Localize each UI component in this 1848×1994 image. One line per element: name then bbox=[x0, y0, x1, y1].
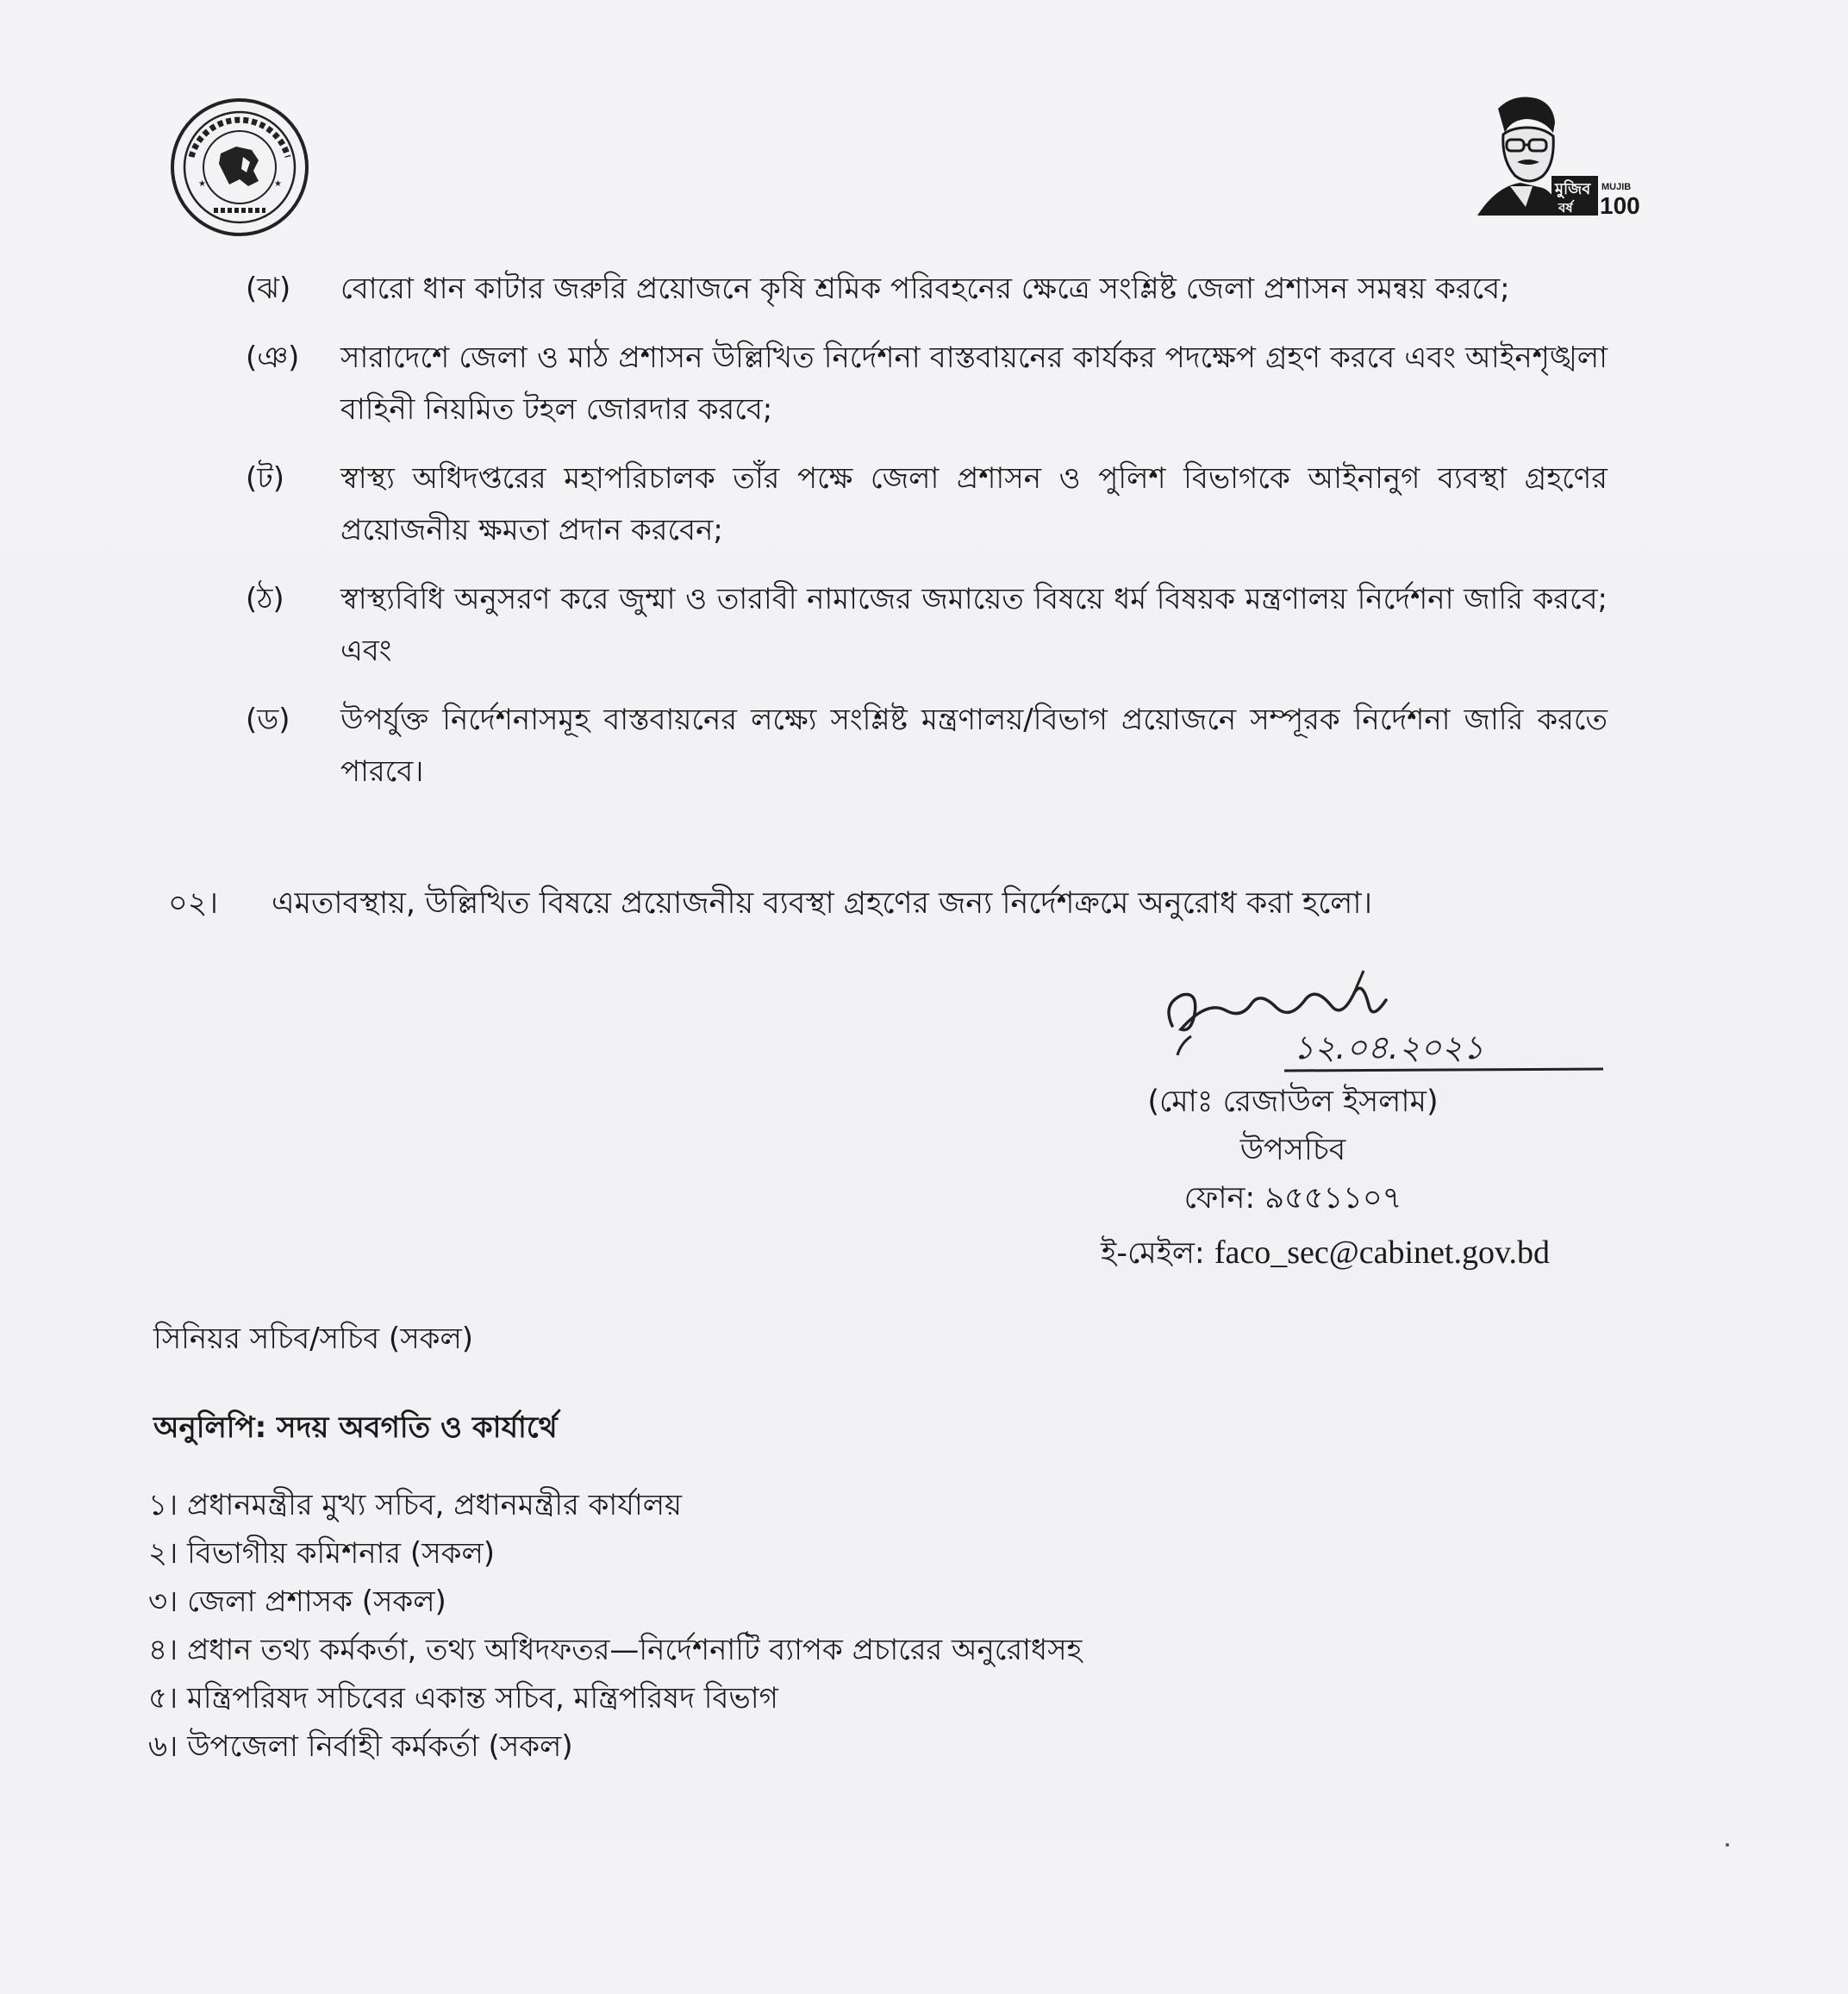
clause-text: বোরো ধান কাটার জরুরি প্রয়োজনে কৃষি শ্রমিক পরিবহনের ক্ষেত্রে সংশ্লিষ্ট জেলা প্রশাসন সমন্বয় করবে; bbox=[340, 272, 1510, 306]
scan-speck bbox=[1726, 1843, 1729, 1847]
mujib-100-logo bbox=[1472, 93, 1653, 222]
copy-list-item: ১। প্রধানমন্ত্রীর মুখ্য সচিব, প্রধানমন্ত্রীর কার্যালয় bbox=[148, 1488, 683, 1522]
copy-heading: অনুলিপি: সদয় অবগতি ও কার্যার্থে bbox=[153, 1410, 558, 1445]
clause-text: স্বাস্থ্য অধিদপ্তরের মহাপরিচালক তাঁর পক্ষে জেলা প্রশাসন ও পুলিশ বিভাগকে আইনানুগ ব্যবস্থা গ্রহণের প্রয়োজনীয় ক্ষমতা প্রদান করবেন; bbox=[340, 461, 1608, 547]
request-paragraph bbox=[168, 878, 1633, 929]
email-address-link[interactable]: faco_sec@cabinet.gov.bd bbox=[1214, 1235, 1550, 1271]
clause-item bbox=[246, 332, 1608, 435]
clause-text: উপর্যুক্ত নির্দেশনাসমূহ বাস্তবায়নের লক্ষ্যে সংশ্লিষ্ট মন্ত্রণালয়/বিভাগ প্রয়োজনে সম্পূরক নির্দেশনা জারি করতে পারবে। bbox=[340, 703, 1608, 789]
clause-item bbox=[246, 694, 1608, 797]
clause-item bbox=[246, 263, 1608, 315]
paragraph-text: এমতাবস্থায়, উল্লিখিত বিষয়ে প্রয়োজনীয় ব্যবস্থা গ্রহণের জন্য নির্দেশক্রমে অনুরোধ করা হলো। bbox=[272, 886, 1373, 921]
government-seal-logo bbox=[169, 97, 310, 238]
clause-text: স্বাস্থ্যবিধি অনুসরণ করে জুম্মা ও তারাবী নামাজের জমায়েত বিষয়ে ধর্ম বিষয়ক মন্ত্রণালয় নির্দেশনা জারি করবে; এবং bbox=[340, 582, 1608, 668]
signature-block bbox=[991, 1078, 1595, 1222]
clause-marker: (ঠ) bbox=[246, 582, 284, 616]
email-label: ই-মেইল: bbox=[1101, 1236, 1205, 1271]
signatory-name: (মোঃ রেজাউল ইসলাম) bbox=[1147, 1085, 1439, 1119]
copy-list-item: ৪। প্রধান তথ্য কর্মকর্তা, তথ্য অধিদফতর—নির্দেশনাটি ব্যাপক প্রচারের অনুরোধসহ bbox=[148, 1633, 1083, 1667]
clause-item bbox=[246, 453, 1608, 556]
copy-list-item: ৩। জেলা প্রশাসক (সকল) bbox=[148, 1585, 446, 1619]
clause-marker: (ঝ) bbox=[246, 272, 291, 306]
copy-list-item: ২। বিভাগীয় কমিশনার (সকল) bbox=[148, 1536, 496, 1571]
clause-item bbox=[246, 573, 1608, 677]
svg-text:বর্ষ: বর্ষ bbox=[1558, 200, 1573, 216]
svg-text:MUJIB: MUJIB bbox=[1601, 182, 1632, 192]
signatory-designation: উপসচিব bbox=[1239, 1133, 1346, 1167]
recipient-line: সিনিয়র সচিব/সচিব (সকল) bbox=[153, 1322, 474, 1356]
clause-list bbox=[246, 263, 1608, 815]
svg-text:100: 100 bbox=[1600, 192, 1640, 219]
clause-marker: (ড) bbox=[246, 703, 290, 737]
clause-text: সারাদেশে জেলা ও মাঠ প্রশাসন উল্লিখিত নির্দেশনা বাস্তবায়নের কার্যকর পদক্ষেপ গ্রহণ করবে এবং আইনশৃঙ্খলা বাহিনী নিয়মিত টহল জোরদার করবে; bbox=[340, 341, 1608, 427]
svg-text:★: ★ bbox=[198, 179, 206, 189]
signature-date: ১২.০৪.২০২১ bbox=[1293, 1028, 1484, 1066]
clause-marker: (ঞ) bbox=[246, 341, 300, 375]
handwritten-signature bbox=[1146, 966, 1612, 1086]
svg-text:★: ★ bbox=[274, 179, 282, 189]
copy-list bbox=[148, 1481, 1082, 1771]
signatory-phone: ফোন: ৯৫৫১১০৭ bbox=[1183, 1181, 1402, 1216]
copy-list-item: ৫। মন্ত্রিপরিষদ সচিবের একান্ত সচিব, মন্ত্রিপরিষদ বিভাগ bbox=[148, 1681, 778, 1716]
paragraph-number: ০২। bbox=[168, 886, 219, 921]
clause-marker: (ট) bbox=[246, 461, 285, 496]
svg-text:মুজিব: মুজিব bbox=[1555, 180, 1591, 198]
copy-list-item: ৬। উপজেলা নির্বাহী কর্মকর্তা (সকল) bbox=[148, 1729, 573, 1764]
signatory-email-row bbox=[991, 1228, 1595, 1278]
